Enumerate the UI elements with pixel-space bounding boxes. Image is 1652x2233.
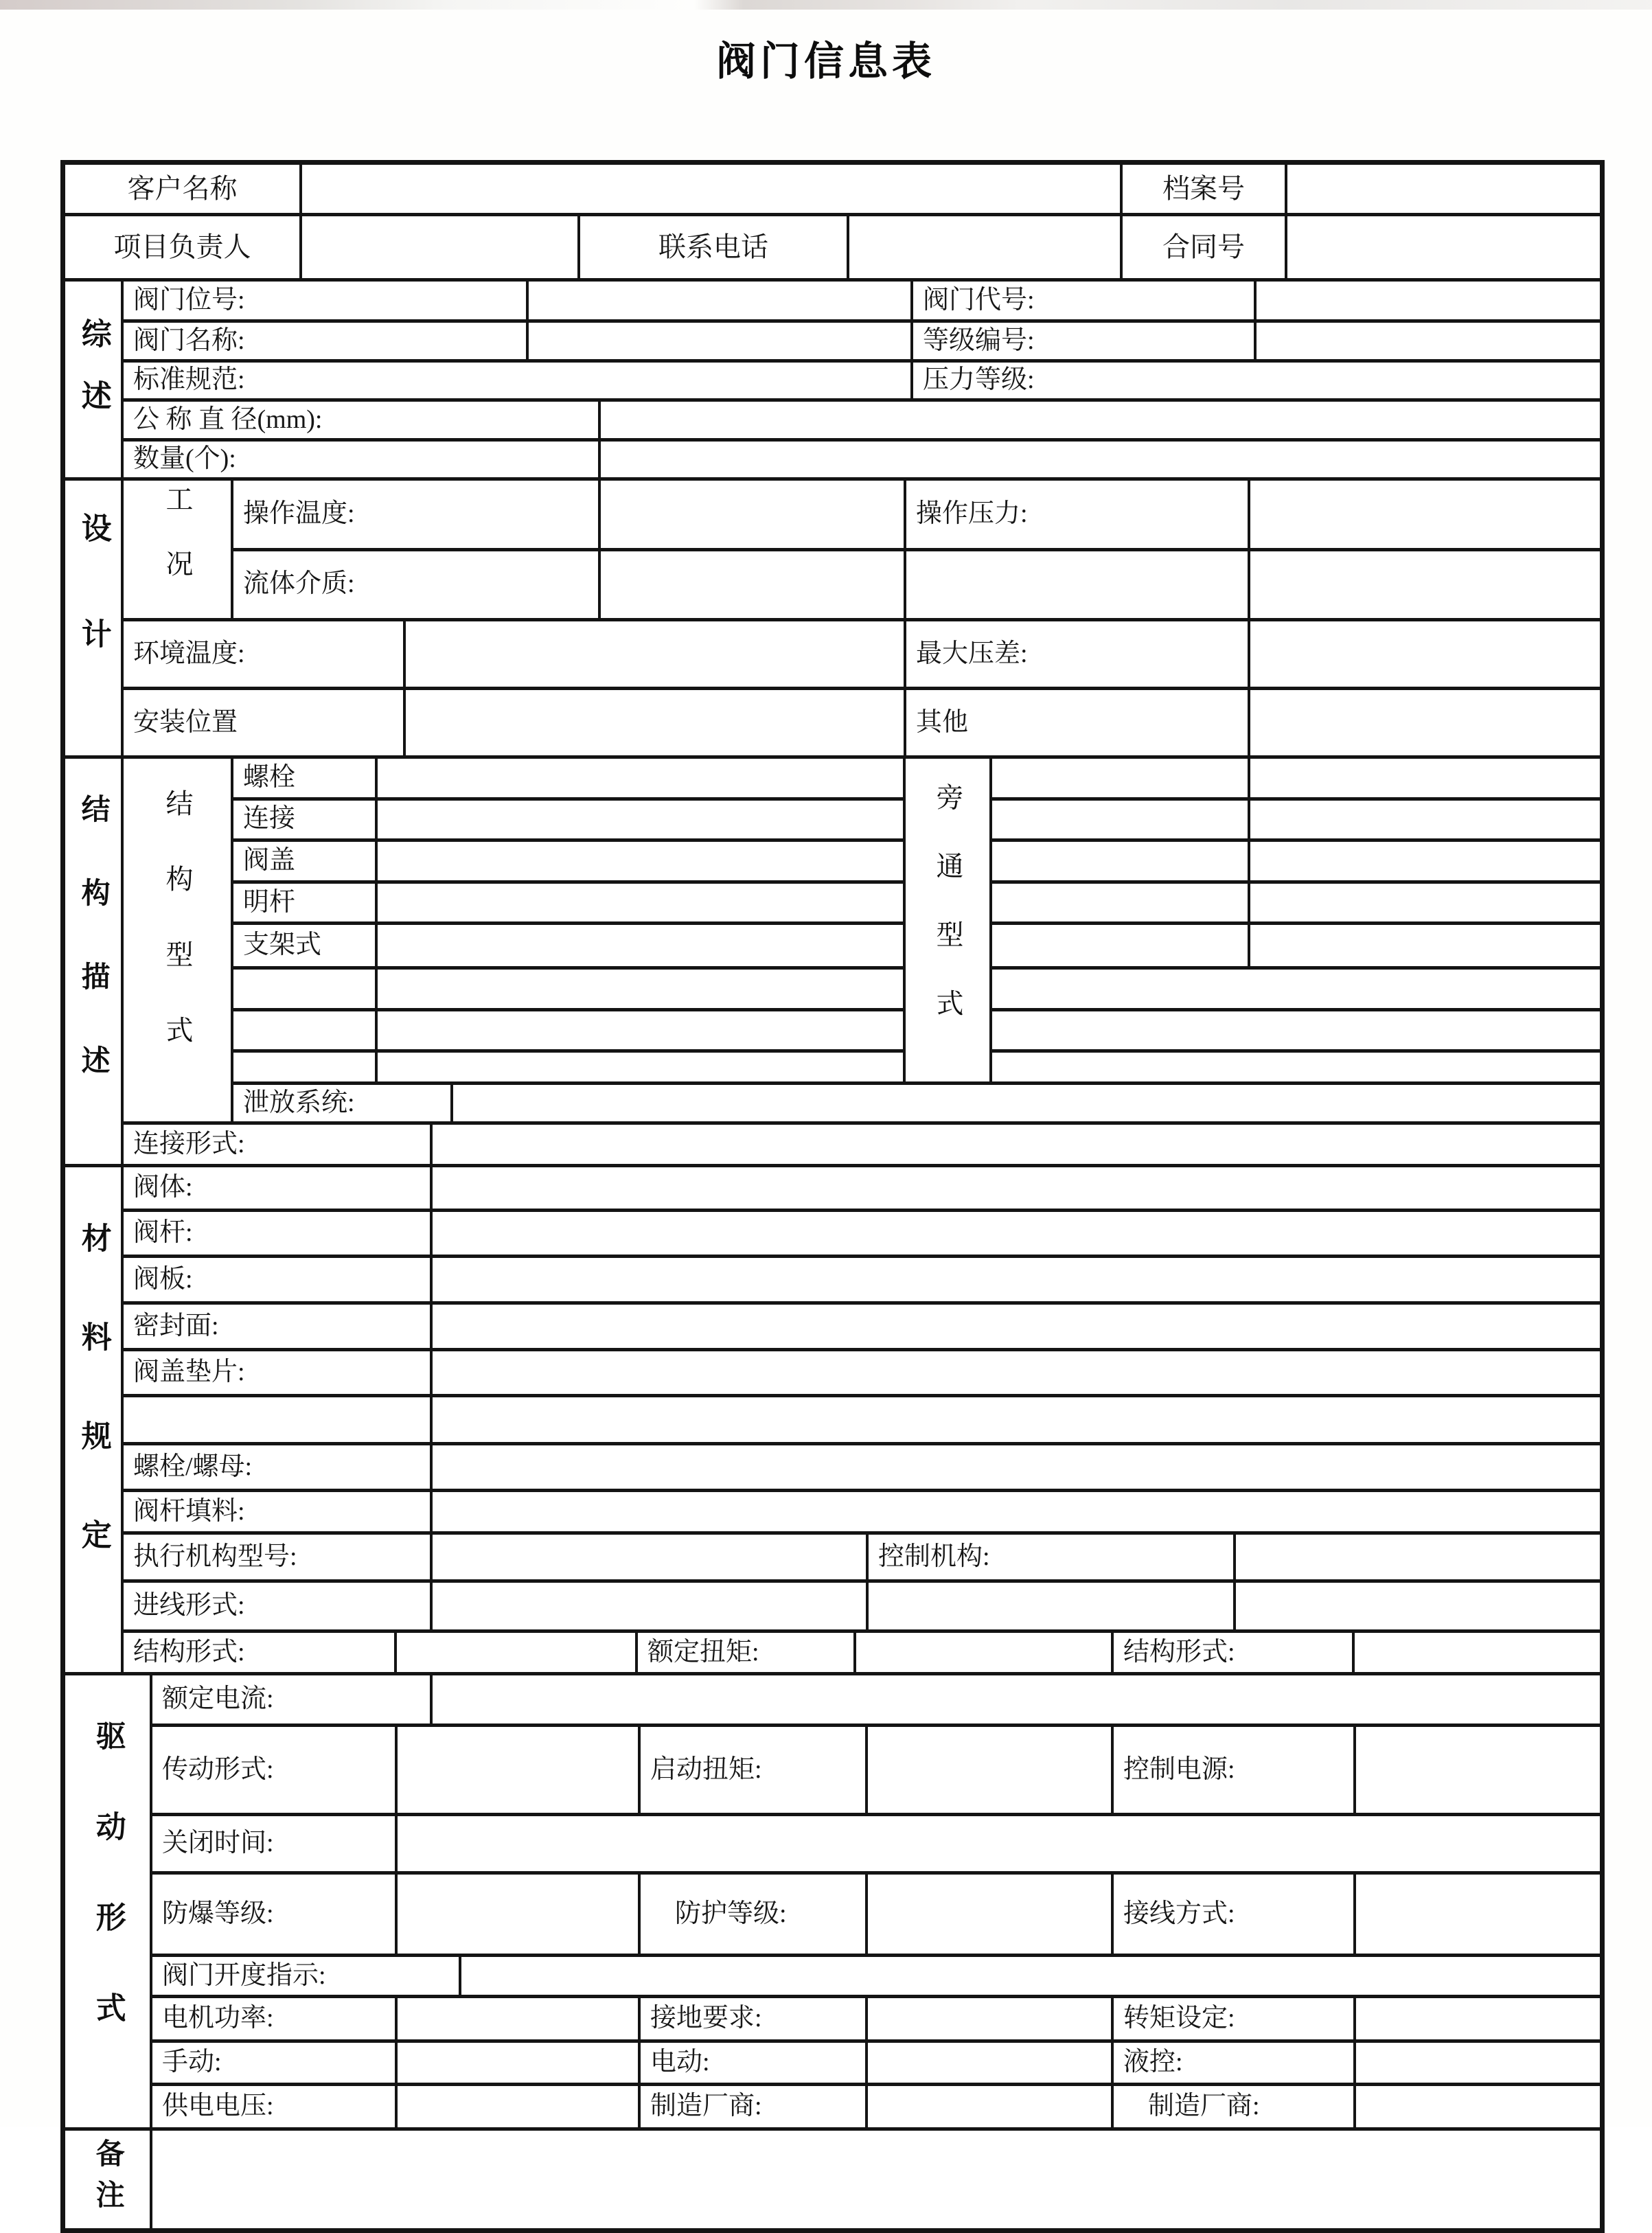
hydraulic-label: 液控: — [1114, 2043, 1356, 2083]
bypass-row-8 — [992, 1053, 1600, 1081]
valve-code-value-cell — [1257, 282, 1600, 319]
nominal-diameter-label: 公 称 直 径(mm): — [124, 402, 601, 438]
close-time-label: 关闭时间: — [152, 1816, 398, 1871]
manufacturer-label: 制造厂商: — [641, 2086, 868, 2127]
rated-current-value-cell — [433, 1675, 1600, 1724]
valve-info-table — [60, 160, 1605, 2233]
valve-name-value-cell — [529, 323, 913, 359]
install-position-value-cell — [406, 690, 906, 755]
row-customer — [65, 165, 1600, 216]
hydraulic-value-cell — [1356, 2043, 1600, 2083]
torque-setting-value-cell — [1356, 1998, 1600, 2039]
bypass-wide-cell — [992, 1011, 1600, 1050]
row-leader — [65, 216, 1600, 282]
wire-entry-blank-cell — [869, 1583, 1236, 1629]
start-torque-label: 启动扭矩: — [641, 1727, 868, 1813]
working-condition-block — [124, 481, 1600, 621]
transmission-form-value-cell — [398, 1727, 641, 1813]
control-power-value-cell — [1356, 1727, 1600, 1813]
close-time-value-cell — [398, 1816, 1600, 1871]
row-opening-indicator — [152, 1957, 1600, 1998]
row-manual — [152, 2043, 1600, 2086]
bypass-mid-cell — [992, 759, 1250, 797]
contract-no-label: 合同号 — [1123, 216, 1287, 278]
file-no-value-cell — [1287, 165, 1600, 213]
op-temp-value-cell — [601, 481, 906, 548]
start-torque-value-cell — [868, 1727, 1114, 1813]
bypass-row-4 — [992, 884, 1600, 926]
control-power-label: 控制电源: — [1114, 1727, 1356, 1813]
blank-label-cell — [233, 1011, 378, 1050]
design-section-header: 设计 — [65, 481, 124, 755]
row-rated-current — [152, 1675, 1600, 1727]
blank-value-cell — [378, 1053, 906, 1081]
bypass-row-7 — [992, 1011, 1600, 1053]
bypass-right-cell — [1250, 884, 1600, 922]
customer-name-label: 客户名称 — [65, 165, 302, 213]
bypass-right-cell — [1250, 759, 1600, 797]
explosion-proof-label: 防爆等级: — [152, 1875, 398, 1954]
structure-row-blank-2 — [233, 1011, 906, 1053]
blank-label-cell — [124, 1397, 433, 1442]
bonnet-gasket-label: 阀盖垫片: — [124, 1351, 433, 1394]
row-standard — [124, 363, 1600, 402]
structure-section-header: 结构描述 — [65, 759, 124, 1164]
control-mechanism-label: 控制机构: — [869, 1535, 1236, 1579]
supply-voltage-value-cell — [398, 2086, 641, 2127]
bypass-right-cell — [1250, 801, 1600, 839]
connect-value-cell — [378, 801, 906, 839]
project-leader-value-cell — [302, 216, 580, 278]
scan-artifact-strip — [0, 0, 1652, 10]
manufacturer-2-value-cell — [1356, 2086, 1600, 2127]
project-leader-label: 项目负责人 — [65, 216, 302, 278]
electric-value-cell — [868, 2043, 1114, 2083]
bracket-label: 支架式 — [233, 925, 378, 966]
bonnet-value-cell — [378, 842, 906, 880]
relief-system-label: 泄放系统: — [233, 1085, 453, 1121]
bypass-type-header: 旁通型式 — [906, 759, 992, 1081]
motor-power-value-cell — [398, 1998, 641, 2039]
section-structure — [65, 759, 1600, 1167]
structure-row-stem — [233, 884, 906, 926]
structure-form-value-cell — [397, 1633, 638, 1672]
row-bolt-nut — [124, 1445, 1600, 1492]
wiring-mode-value-cell — [1356, 1875, 1600, 1954]
row-explosion-proof — [152, 1875, 1600, 1957]
bypass-row-2 — [992, 801, 1600, 843]
phone-label: 联系电话 — [580, 216, 849, 278]
bypass-right-cell — [1250, 925, 1600, 966]
other-label: 其他 — [906, 690, 1250, 755]
remark-section-header: 备注 — [65, 2131, 152, 2228]
install-position-label: 安装位置 — [124, 690, 406, 755]
row-valve-tag — [124, 282, 1600, 323]
ambient-temp-value-cell — [406, 621, 906, 687]
bypass-right-cell — [1250, 842, 1600, 880]
phone-value-cell — [849, 216, 1123, 278]
manufacturer-value-cell — [868, 2086, 1114, 2127]
valve-body-value-cell — [433, 1167, 1600, 1209]
standard-label: 标准规范: — [124, 363, 913, 398]
row-valve-name — [124, 323, 1600, 363]
valve-body-label: 阀体: — [124, 1167, 433, 1209]
row-connection-form — [124, 1125, 1600, 1164]
actuator-model-value-cell — [433, 1535, 869, 1579]
bolt-nut-value-cell — [433, 1445, 1600, 1489]
valve-stem-label: 阀杆: — [124, 1212, 433, 1255]
bypass-mid-cell — [992, 842, 1250, 880]
structure-type-header: 结构型式 — [124, 759, 233, 1121]
motor-power-label: 电机功率: — [152, 1998, 398, 2039]
structure-form-2-value-cell — [1355, 1633, 1600, 1672]
blank-value-cell — [378, 970, 906, 1008]
grounding-req-value-cell — [868, 1998, 1114, 2039]
row-wire-entry — [124, 1583, 1600, 1633]
supply-voltage-label: 供电电压: — [152, 2086, 398, 2127]
valve-tag-value-cell — [529, 282, 913, 319]
structure-row-bolt — [233, 759, 906, 801]
row-stem-packing — [124, 1492, 1600, 1535]
row-actuator-model — [124, 1535, 1600, 1583]
ambient-temp-label: 环境温度: — [124, 621, 406, 687]
bypass-mid-cell — [992, 925, 1250, 966]
row-quantity — [124, 442, 1600, 477]
bypass-mid-cell — [992, 884, 1250, 922]
opening-indicator-value-cell — [461, 1957, 1600, 1995]
row-valve-body — [124, 1167, 1600, 1212]
quantity-value-cell — [601, 442, 1600, 477]
wiring-mode-label: 接线方式: — [1114, 1875, 1356, 1954]
row-fluid-medium — [233, 551, 1600, 619]
row-op-temp — [233, 481, 1600, 551]
manual-value-cell — [398, 2043, 641, 2083]
max-pressure-diff-value-cell — [1250, 621, 1600, 687]
structure-form-label: 结构形式: — [124, 1633, 397, 1672]
relief-system-value-cell — [453, 1085, 1600, 1121]
quantity-label: 数量(个): — [124, 442, 601, 477]
grounding-req-label: 接地要求: — [641, 1998, 868, 2039]
nominal-diameter-value-cell — [601, 402, 1600, 438]
wire-entry-value-cell — [433, 1583, 869, 1629]
bonnet-label: 阀盖 — [233, 842, 378, 880]
structure-row-blank-1 — [233, 970, 906, 1011]
row-install-position — [124, 690, 1600, 755]
class-no-label: 等级编号: — [913, 323, 1257, 359]
section-overview — [65, 282, 1600, 481]
max-pressure-diff-label: 最大压差: — [906, 621, 1250, 687]
row-ambient-temp — [124, 621, 1600, 690]
structure-type-block — [124, 759, 1600, 1125]
row-valve-plate — [124, 1258, 1600, 1305]
structure-form-2-label: 结构形式: — [1114, 1633, 1355, 1672]
section-drive — [65, 1675, 1600, 2131]
row-motor-power — [152, 1998, 1600, 2043]
other-value-cell — [1250, 690, 1600, 755]
row-nominal-diameter — [124, 402, 1600, 442]
wire-entry-right-cell — [1236, 1583, 1600, 1629]
rated-torque-label: 额定扭矩: — [638, 1633, 856, 1672]
structure-row-blank-3 — [233, 1053, 906, 1081]
bracket-value-cell — [378, 925, 906, 966]
bypass-wide-cell — [992, 970, 1600, 1008]
bolt-label: 螺栓 — [233, 759, 378, 797]
bolt-value-cell — [378, 759, 906, 797]
structure-row-connect — [233, 801, 906, 843]
valve-code-label: 阀门代号: — [913, 282, 1257, 319]
bolt-nut-label: 螺栓/螺母: — [124, 1445, 433, 1489]
section-material — [65, 1167, 1600, 1675]
seal-face-label: 密封面: — [124, 1305, 433, 1348]
torque-setting-label: 转矩设定: — [1114, 1998, 1356, 2039]
overview-section-header: 综述 — [65, 282, 124, 477]
blank-value-cell — [378, 1011, 906, 1050]
remark-content-cell — [152, 2131, 1600, 2228]
fluid-right-blank-cell — [906, 551, 1250, 619]
bypass-row-5 — [992, 925, 1600, 970]
valve-stem-value-cell — [433, 1212, 1600, 1255]
working-condition-header: 工况 — [124, 481, 233, 618]
class-no-value-cell — [1257, 323, 1600, 359]
fluid-medium-value-cell — [601, 551, 906, 619]
pressure-class-label: 压力等级: — [923, 365, 1035, 395]
op-pressure-label: 操作压力: — [906, 481, 1250, 548]
bypass-wide-cell — [992, 1053, 1600, 1081]
structure-row-bracket — [233, 925, 906, 970]
fluid-medium-label: 流体介质: — [233, 551, 601, 619]
bypass-mid-cell — [992, 801, 1250, 839]
manual-label: 手动: — [152, 2043, 398, 2083]
bypass-row-1 — [992, 759, 1600, 801]
file-no-label: 档案号 — [1123, 165, 1287, 213]
structure-type-grid — [233, 759, 1600, 1085]
transmission-form-label: 传动形式: — [152, 1727, 398, 1813]
row-relief-system — [233, 1085, 1600, 1121]
control-mechanism-value-cell — [1236, 1535, 1600, 1579]
stem-packing-value-cell — [433, 1492, 1600, 1531]
bonnet-gasket-value-cell — [433, 1351, 1600, 1394]
row-seal-face — [124, 1305, 1600, 1351]
row-supply-voltage — [152, 2086, 1600, 2127]
valve-plate-label: 阀板: — [124, 1258, 433, 1301]
structure-row-bonnet — [233, 842, 906, 884]
rated-current-label: 额定电流: — [152, 1675, 433, 1724]
valve-name-label: 阀门名称: — [124, 323, 529, 359]
wire-entry-label: 进线形式: — [124, 1583, 433, 1629]
opening-indicator-label: 阀门开度指示: — [152, 1957, 461, 1995]
op-pressure-value-cell — [1250, 481, 1600, 548]
customer-name-value-cell — [302, 165, 1123, 213]
electric-label: 电动: — [641, 2043, 868, 2083]
section-design — [65, 481, 1600, 759]
material-section-header: 材料规定 — [65, 1167, 124, 1672]
section-remark — [65, 2131, 1600, 2228]
connection-form-label: 连接形式: — [124, 1125, 433, 1164]
rising-stem-label: 明杆 — [233, 884, 378, 922]
valve-tag-label: 阀门位号: — [124, 282, 529, 319]
row-structure-form — [124, 1633, 1600, 1672]
stem-packing-label: 阀杆填料: — [124, 1492, 433, 1531]
explosion-proof-value-cell — [398, 1875, 641, 1954]
bypass-row-6 — [992, 970, 1600, 1011]
row-transmission — [152, 1727, 1600, 1816]
connection-form-value-cell — [433, 1125, 1600, 1164]
blank-label-cell — [233, 970, 378, 1008]
connect-label: 连接 — [233, 801, 378, 839]
bypass-row-3 — [992, 842, 1600, 884]
fluid-right-value-cell — [1250, 551, 1600, 619]
row-close-time — [152, 1816, 1600, 1875]
valve-plate-value-cell — [433, 1258, 1600, 1301]
row-valve-stem — [124, 1212, 1600, 1258]
op-temp-label: 操作温度: — [233, 481, 601, 548]
blank-value-cell — [433, 1397, 1600, 1442]
rising-stem-value-cell — [378, 884, 906, 922]
row-bonnet-gasket — [124, 1351, 1600, 1397]
rated-torque-value-cell — [856, 1633, 1114, 1672]
row-material-blank — [124, 1397, 1600, 1445]
contract-no-value-cell — [1287, 216, 1600, 278]
actuator-model-label: 执行机构型号: — [124, 1535, 433, 1579]
blank-label-cell — [233, 1053, 378, 1081]
protection-grade-label: 防护等级: — [641, 1875, 868, 1954]
drive-section-header: 驱动形式 — [65, 1675, 152, 2127]
protection-grade-value-cell — [868, 1875, 1114, 1954]
form-title: 阀门信息表 — [715, 39, 936, 84]
manufacturer-2-label: 制造厂商: — [1114, 2086, 1356, 2127]
seal-face-value-cell — [433, 1305, 1600, 1348]
